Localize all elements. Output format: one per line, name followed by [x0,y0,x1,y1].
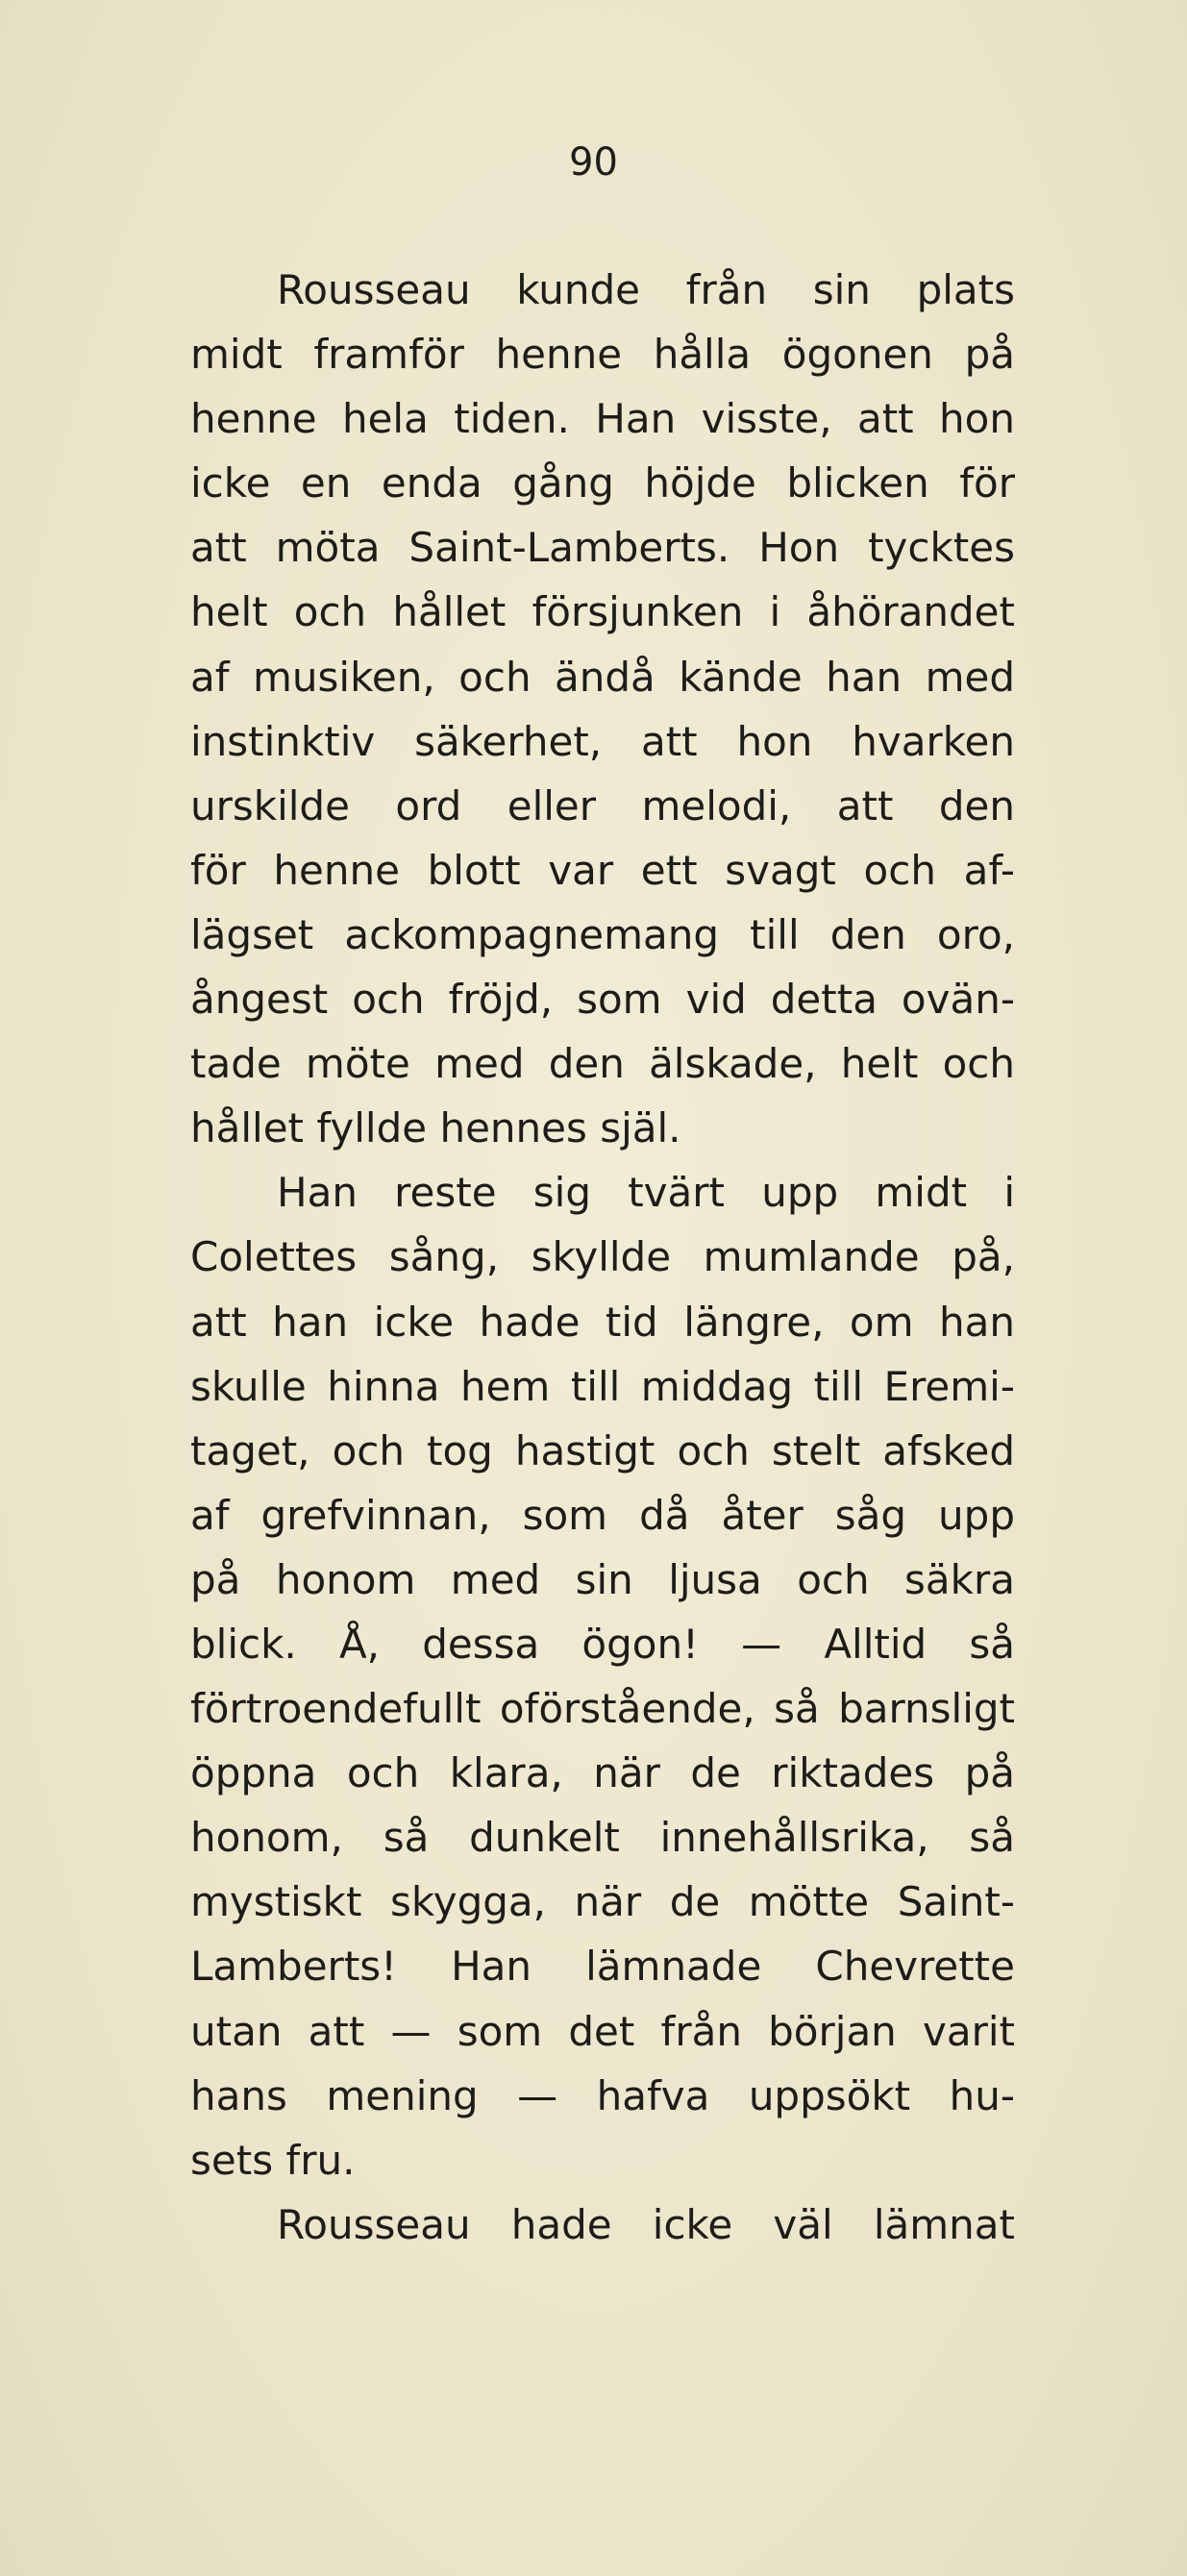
text-line: lägset ackompagnemang till den oro, [190,910,1015,958]
text-line: förtroendefullt oförstående, så barnsligt [190,1685,1015,1733]
text-line: Lamberts! Han lämnade Chevrette [190,1943,1015,1991]
text-line: utan att — som det från början varit [190,2007,1015,2055]
page-number: 90 [569,140,618,185]
text-line: taget, och tog hastigt och stelt afsked [190,1426,1015,1474]
text-line: Han reste sig tvärt upp midt i [277,1169,1015,1217]
text-line: henne hela tiden. Han visste, att hon [190,395,1015,443]
text-line: honom, så dunkelt innehållsrika, så [190,1814,1015,1862]
text-line: mystiskt skygga, när de mötte Saint- [190,1878,1015,1926]
text-line: ångest och fröjd, som vid detta ovän- [190,976,1015,1024]
text-line: att möta Saint-Lamberts. Hon tycktes [190,524,1015,572]
text-line: af grefvinnan, som då åter såg upp [190,1491,1015,1539]
text-line: af musiken, och ändå kände han med [190,653,1015,701]
text-line: Rousseau kunde från sin plats [277,266,1015,313]
text-line: instinktiv säkerhet, att hon hvarken [190,717,1015,765]
text-line: öppna och klara, när de riktades på [190,1749,1015,1797]
text-line: blick. Å, dessa ögon! — Alltid så [190,1620,1015,1668]
text-line: för henne blott var ett svagt och af- [190,846,1015,894]
text-line: skulle hinna hem till middag till Eremi- [190,1362,1015,1410]
text-line: urskilde ord eller melodi, att den [190,781,1015,830]
text-line: Colettes sång, skyllde mumlande på, [190,1233,1015,1281]
text-line: icke en enda gång höjde blicken för [190,459,1015,508]
text-line: på honom med sin ljusa och säkra [190,1555,1015,1603]
text-line: tade möte med den älskade, helt och [190,1040,1015,1088]
text-line: helt och hållet försjunken i åhörandet [190,588,1015,636]
text-line: midt framför henne hålla ögonen på [190,331,1015,379]
text-line: sets fru. [190,2136,356,2184]
text-line: hans mening — hafva uppsökt hu- [190,2071,1015,2119]
text-line: hållet fyllde hennes själ. [190,1104,681,1152]
body-text [190,258,1015,2257]
text-line: att han icke hade tid längre, om han [190,1298,1015,1346]
text-line: Rousseau hade icke väl lämnat [277,2200,1015,2248]
